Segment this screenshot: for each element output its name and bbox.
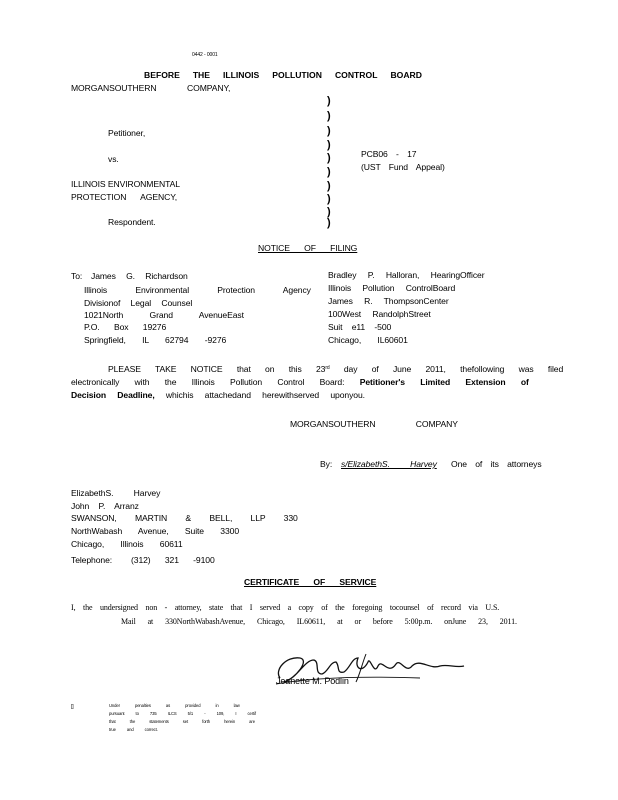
attorney-line: ElizabethS. Harvey <box>71 488 161 498</box>
notice-body-text: whichis attachedand herewithserved uponyou. <box>165 390 365 400</box>
notice-body-line <box>71 378 529 387</box>
caption-brace: ) <box>327 95 331 107</box>
signer-name: Jeanette M. Podlin <box>276 676 349 686</box>
footnote-line: Under penalties as provided in law <box>109 703 240 708</box>
by-label: By: <box>320 459 333 469</box>
attorney-line: SWANSON, MARTIN & BELL, LLP 330 <box>71 513 298 523</box>
notice-body-line <box>71 391 365 400</box>
case-number: PCB06 - 17 <box>361 149 417 159</box>
document-stamp: 0442 - 0001 <box>192 52 218 58</box>
notice-body-document: Decision Deadline, <box>71 390 155 400</box>
caption-brace: ) <box>327 166 331 178</box>
caption-brace: ) <box>327 217 331 229</box>
certificate-title: CERTIFICATE OF SERVICE <box>244 577 377 587</box>
attorney-line: John P. Arranz <box>71 501 139 511</box>
caption-brace: ) <box>327 110 331 122</box>
case-type: (UST Fund Appeal) <box>361 162 445 172</box>
heading-word: BEFORE <box>144 70 180 80</box>
notice-body-line <box>108 365 563 374</box>
ordinal-suffix: rd <box>325 365 330 371</box>
recipient-line: James R. ThompsonCenter <box>328 296 449 306</box>
petitioner-name-cont: COMPANY, <box>187 83 231 93</box>
recipient-line: Chicago, IL60601 <box>328 335 408 345</box>
recipient-line: Divisionof Legal Counsel <box>84 298 193 308</box>
recipient-line: P.O. Box 19276 <box>84 322 167 332</box>
footnote-line: true and correct. <box>109 727 158 732</box>
notice-body-text: PLEASE TAKE NOTICE that on this 23 <box>108 364 326 374</box>
attorney-line: NorthWabash Avenue, Suite 3300 <box>71 526 239 536</box>
heading-word: BOARD <box>390 70 422 80</box>
recipient-line: 1021North Grand AvenueEast <box>84 310 244 320</box>
electronic-signature: s/ElizabethS. Harvey <box>341 459 437 469</box>
certificate-line: Mail at 330NorthWabashAvenue, Chicago, IL60611, at or before 5:00p.m. onJune 23, 2011. <box>121 617 517 626</box>
signature-role: One of its attorneys <box>451 459 542 469</box>
heading-word: POLLUTION <box>272 70 322 80</box>
recipient-line: Bradley P. Halloran, HearingOfficer <box>328 270 485 280</box>
respondent-name-cont: PROTECTION AGENCY, <box>71 192 178 202</box>
respondent-label: Respondent. <box>108 217 156 227</box>
telephone-number: (312) 321 -9100 <box>131 555 215 565</box>
caption-brace: ) <box>327 180 331 192</box>
caption-brace: ) <box>327 206 331 218</box>
recipient-line: Illinois Pollution ControlBoard <box>328 283 456 293</box>
recipient-line: Suit e11 -500 <box>328 322 392 332</box>
caption-brace: ) <box>327 152 331 164</box>
notice-body-document: Petitioner's Limited Extension of <box>359 377 529 387</box>
board-heading <box>144 71 422 80</box>
notice-body-text: electronically with the Illinois Pollution Control Board: <box>71 377 345 387</box>
footnote-line: that the statements set forth herein are <box>109 719 255 724</box>
caption-brace: ) <box>327 125 331 137</box>
notice-title: NOTICE OF FILING <box>258 243 358 253</box>
heading-word: ILLINOIS <box>223 70 260 80</box>
heading-word: CONTROL <box>334 70 378 80</box>
attorney-line: Chicago, Illinois 60611 <box>71 539 183 549</box>
to-label: To: <box>71 271 83 281</box>
respondent-name: ILLINOIS ENVIRONMENTAL <box>71 179 180 189</box>
recipient-line: Springfield, IL 62794 -9276 <box>84 335 227 345</box>
petitioner-name: MORGANSOUTHERN <box>71 83 157 93</box>
notice-body-text: day of June 2011, thefollowing was filed <box>343 364 564 374</box>
certificate-line: I, the undersigned non - attorney, state that I served a copy of the foregoing tocounsel of record via U.S. <box>71 603 500 612</box>
recipient-line: Illinois Environmental Protection Agency <box>84 285 311 295</box>
heading-word: THE <box>192 70 210 80</box>
signature-company: MORGANSOUTHERN COMPANY <box>290 419 458 429</box>
footnote-line: pursuant to 735 ILCS 5/1 - 109, I certif <box>109 711 256 716</box>
telephone-label: Telephone: <box>71 555 113 565</box>
petitioner-label: Petitioner, <box>108 128 146 138</box>
caption-brace: ) <box>327 139 331 151</box>
versus-label: vs. <box>108 154 119 164</box>
recipient-line: 100West RandolphStreet <box>328 309 431 319</box>
recipient-line: James G. Richardson <box>91 271 188 281</box>
footnote-mark: [] <box>71 704 74 710</box>
caption-brace: ) <box>327 193 331 205</box>
